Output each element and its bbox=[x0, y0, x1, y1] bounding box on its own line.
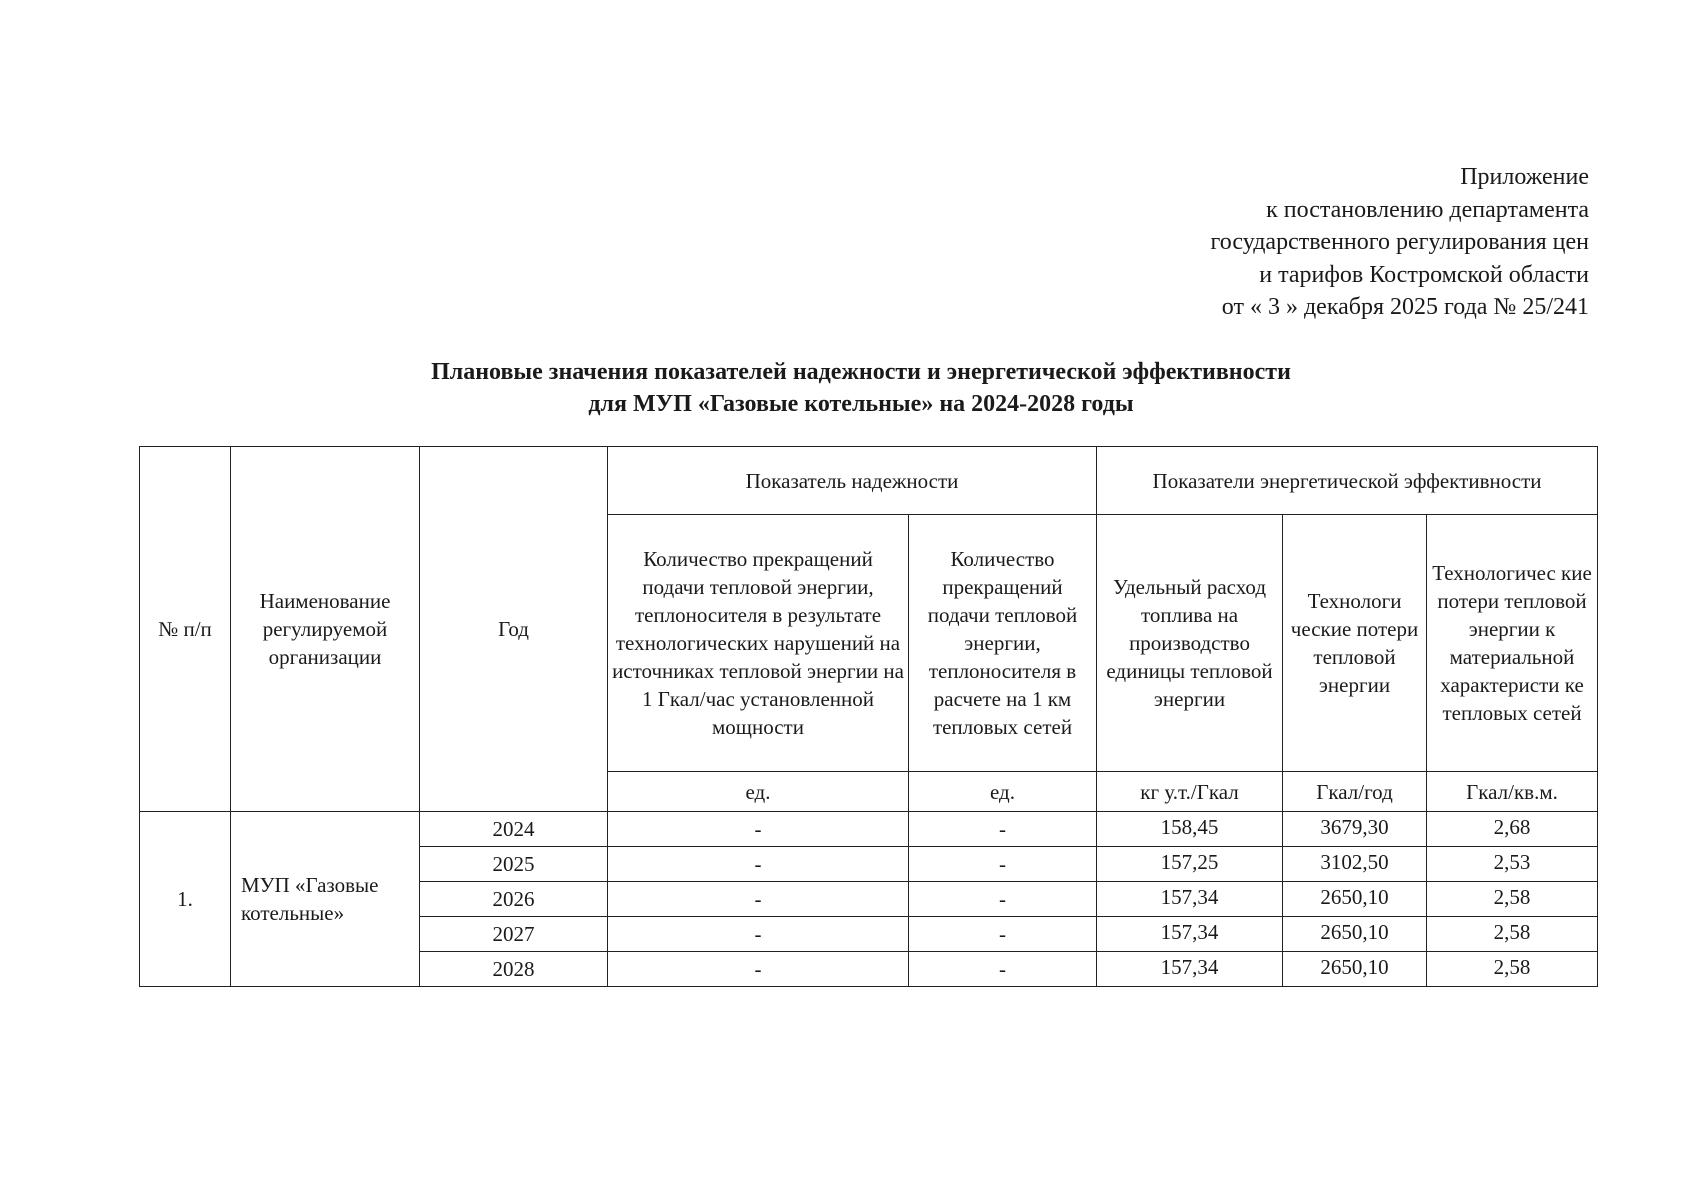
document-title bbox=[0, 356, 1696, 420]
cell-col3: 157,25 bbox=[1097, 847, 1283, 882]
cell-year: 2026 bbox=[420, 882, 608, 917]
cell-col1: - bbox=[608, 917, 909, 952]
header-col4: Технологи ческие потери тепловой энергии bbox=[1283, 515, 1427, 772]
cell-col5: 2,58 bbox=[1427, 882, 1598, 917]
cell-col3: 157,34 bbox=[1097, 882, 1283, 917]
cell-col5: 2,58 bbox=[1427, 952, 1598, 987]
cell-year: 2025 bbox=[420, 847, 608, 882]
appendix-line: и тарифов Костромской области bbox=[1259, 261, 1589, 288]
cell-col4: 3102,50 bbox=[1283, 847, 1427, 882]
cell-col2: - bbox=[909, 917, 1097, 952]
header-reliability-group: Показатель надежности bbox=[608, 447, 1097, 515]
unit-col4: Гкал/год bbox=[1283, 772, 1427, 812]
title-line-2: для МУП «Газовые котельные» на 2024-2028 годы bbox=[588, 391, 1134, 417]
header-col2: Количество прекращений подачи тепловой энергии, теплоносителя в расчете на 1 км тепловых сетей bbox=[909, 515, 1097, 772]
appendix-line: к постановлению департамента bbox=[1266, 196, 1589, 223]
cell-col3: 158,45 bbox=[1097, 812, 1283, 847]
indicators-table bbox=[139, 446, 1598, 987]
appendix-block bbox=[1211, 161, 1589, 324]
cell-col2: - bbox=[909, 882, 1097, 917]
header-efficiency-group: Показатели энергетической эффективности bbox=[1097, 447, 1598, 515]
cell-col5: 2,58 bbox=[1427, 917, 1598, 952]
header-org: Наименование регулируемой организации bbox=[231, 447, 420, 812]
unit-col1: ед. bbox=[608, 772, 909, 812]
header-col1: Количество прекращений подачи тепловой энергии, теплоносителя в результате технологических нарушений на источниках тепловой энергии на 1 Гкал/час установленной мощности bbox=[608, 515, 909, 772]
header-row-groups bbox=[140, 447, 1598, 515]
cell-col1: - bbox=[608, 882, 909, 917]
appendix-line: государственного регулирования цен bbox=[1210, 229, 1589, 255]
cell-col4: 2650,10 bbox=[1283, 917, 1427, 952]
header-col5: Технологичес кие потери тепловой энергии к материальной характеристи ке тепловых сетей bbox=[1427, 515, 1598, 772]
cell-col5: 2,53 bbox=[1427, 847, 1598, 882]
unit-col5: Гкал/кв.м. bbox=[1427, 772, 1598, 812]
cell-col4: 2650,10 bbox=[1283, 952, 1427, 987]
header-col3: Удельный расход топлива на производство единицы тепловой энергии bbox=[1097, 515, 1283, 772]
cell-year: 2024 bbox=[420, 812, 608, 847]
appendix-line: от « 3 » декабря 2025 года № 25/241 bbox=[1221, 294, 1589, 320]
cell-col1: - bbox=[608, 812, 909, 847]
cell-col3: 157,34 bbox=[1097, 952, 1283, 987]
cell-col3: 157,34 bbox=[1097, 917, 1283, 952]
table-row bbox=[140, 812, 1598, 847]
header-year: Год bbox=[420, 447, 608, 812]
cell-col4: 3679,30 bbox=[1283, 812, 1427, 847]
unit-col3: кг у.т./Гкал bbox=[1097, 772, 1283, 812]
cell-col1: - bbox=[608, 952, 909, 987]
org-name: МУП «Газовые котельные» bbox=[231, 812, 420, 987]
header-num: № п/п bbox=[140, 447, 231, 812]
row-number: 1. bbox=[140, 812, 231, 987]
cell-col4: 2650,10 bbox=[1283, 882, 1427, 917]
cell-col1: - bbox=[608, 847, 909, 882]
cell-col5: 2,68 bbox=[1427, 812, 1598, 847]
cell-col2: - bbox=[909, 812, 1097, 847]
unit-col2: ед. bbox=[909, 772, 1097, 812]
cell-col2: - bbox=[909, 847, 1097, 882]
cell-year: 2028 bbox=[420, 952, 608, 987]
cell-col2: - bbox=[909, 952, 1097, 987]
cell-year: 2027 bbox=[420, 917, 608, 952]
appendix-line: Приложение bbox=[1460, 164, 1589, 190]
title-line-1: Плановые значения показателей надежности и энергетической эффективности bbox=[431, 359, 1291, 385]
